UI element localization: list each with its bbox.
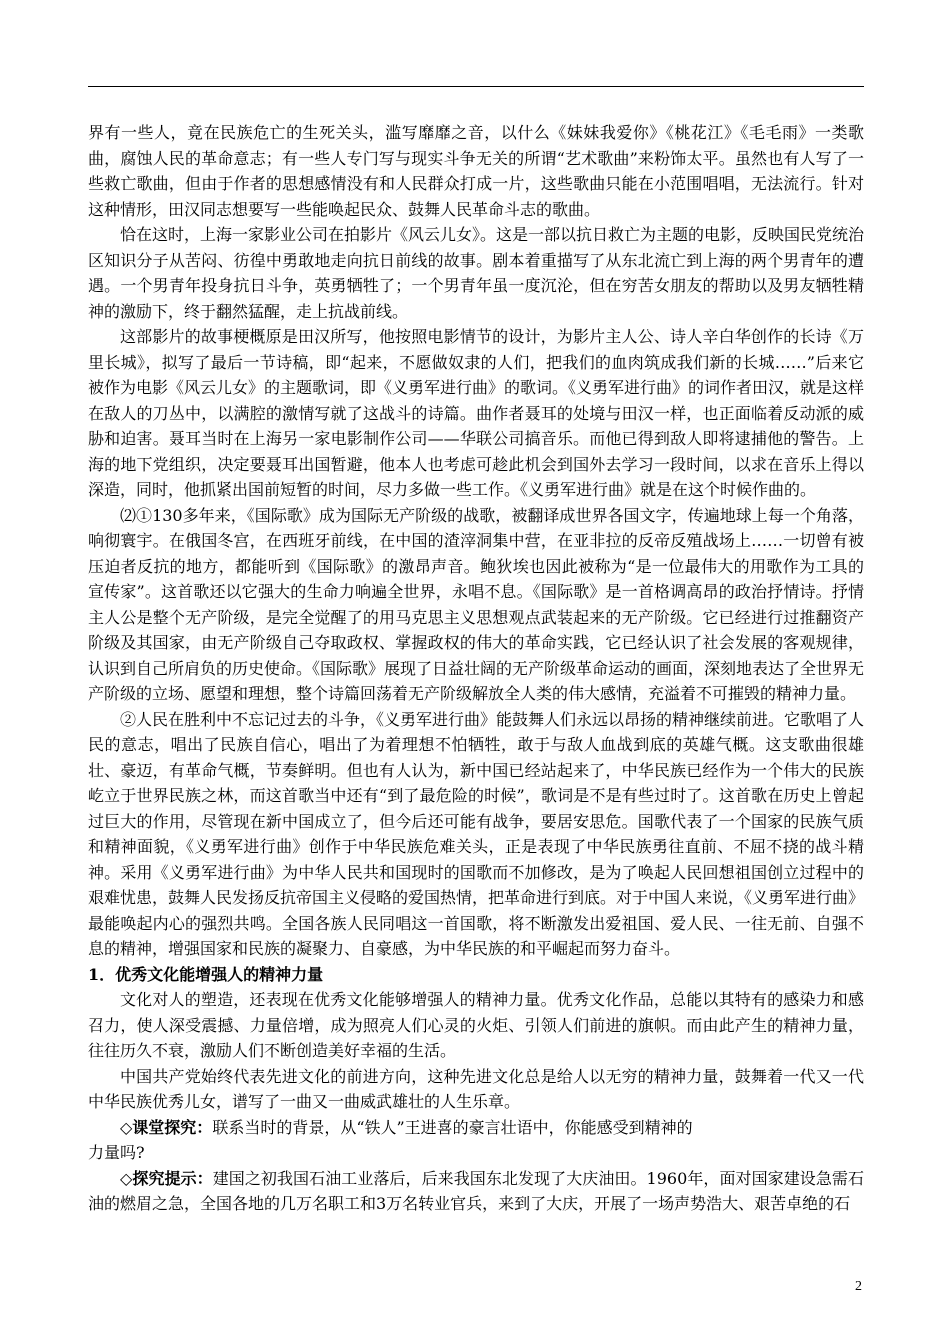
paragraph-film: 恰在这时，上海一家影业公司在拍影片《风云儿女》。这是一部以抗日救亡为主题的电影，反映国民党统治区知识分子从苦闷、彷徨中勇敢地走向抗日前线的故事。剧本着重描写了从东北流亡到上海的两个男青年的遭遇。一个男青年投身抗日斗争，英勇牺牲了；一个男青年虽一度沉沦，但在穷苦女朋友的帮助以及男友牺牲精神的激励下，终于翻然猛醒，走上抗战前线。 — [88, 225, 865, 321]
paragraph-party: 中国共产党始终代表先进文化的前进方向，这种先进文化总是给人以无穷的精神力量，鼓舞着一代又一代中华民族优秀儿女，谱写了一曲又一曲威武雄壮的人生乐章。 — [88, 1066, 864, 1111]
inquiry-hint — [88, 1166, 864, 1217]
inquiry-label: ◇课堂探究： — [120, 1117, 213, 1137]
header-rule — [88, 86, 864, 87]
document-body — [88, 120, 864, 1217]
paragraph-culture-power: 文化对人的塑造，还表现在优秀文化能够增强人的精神力量。优秀文化作品，总能以其特有的感染力和感召力，使人深受震撼、力量倍增，成为照亮人们心灵的火炬、引领人们前进的旗帜。而由此产生的精神力量，往往历久不衰，激励人们不断创造美好幸福的生活。 — [88, 990, 864, 1060]
hint-text: 建国之初我国石油工业落后，后来我国东北发现了大庆油田。1960年，面对国家建设急需石油的燃眉之急，全国各地的几万名职工和3万名转业官兵，来到了大庆，开展了一场声势浩大、艰苦卓绝的石 — [88, 1168, 864, 1213]
hint-label: ◇探究提示： — [120, 1168, 213, 1188]
inquiry-text-line1: 联系当时的背景，从“铁人”王进喜的豪言壮语中，你能感受到精神的 — [212, 1117, 693, 1137]
paragraph-anthem: ②人民在胜利中不忘记过去的斗争，《义勇军进行曲》能鼓舞人们永远以昂扬的精神继续前进。它歌唱了人民的意志，唱出了民族自信心，唱出了为着理想不怕牺牲，敢于与敌人血战到底的英雄气概。这支歌曲很雄壮、豪迈，有革命气概，节奏鲜明。但也有人认为，新中国已经站起来了，中华民族已经作为一个伟大的民族屹立于世界民族之林，而这首歌当中还有“到了最危险的时候”，歌词是不是有些过时了。这首歌在历史上曾起过巨大的作用，尽管现在新中国成立了，但今后还可能有战争，要居安思危。国歌代表了一个国家的民族气质和精神面貌，《义勇军进行曲》创作于中华民族危难关头，正是表现了中华民族勇往直前、不屈不挠的战斗精神。采用《义勇军进行曲》为中华人民共和国现时的国歌而不加修改，是为了唤起人民回想祖国创立过程中的艰难忧患，鼓舞人民发扬反抗帝国主义侵略的爱国热情，把革命进行到底。对于中国人来说，《义勇军进行曲》最能唤起内心的强烈共鸣。全国各族人民同唱这一首国歌，将不断激发出爱祖国、爱人民、一往无前、自强不息的精神，增强国家和民族的凝聚力、自豪感，为中华民族的和平崛起而努力奋斗。 — [88, 709, 865, 958]
paragraph-internationale: ⑵①130多年来，《国际歌》成为国际无产阶级的战歌，被翻译成世界各国文字，传遍地球上每一个角落，响彻寰宇。在俄国冬宫，在西班牙前线，在中国的渣滓洞集中营，在亚非拉的反帝反殖战场上……一切曾有被压迫者反抗的地方，都能听到《国际歌》的激昂声音。鲍狄埃也因此被称为“是一位最伟大的用歌作为工具的宣传家”。这首歌还以它强大的生命力响遍全世界，永唱不息。《国际歌》是一首格调高昂的政治抒情诗。抒情主人公是整个无产阶级，是完全觉醒了的用马克思主义思想观点武装起来的无产阶级。它已经进行过推翻资产阶级及其国家，由无产阶级自己夺取政权、掌握政权的伟大的革命实践，它已经认识了社会发展的客观规律，认识到自己所肩负的历史使命。《国际歌》展现了日益壮阔的无产阶级革命运动的画面，深刻地表达了全世界无产阶级的立场、愿望和理想，整个诗篇回荡着无产阶级解放全人类的伟大感情，充溢着不可摧毁的精神力量。 — [88, 505, 865, 703]
page-number: 2 — [855, 1279, 862, 1294]
section-heading: 1．优秀文化能增强人的精神力量 — [88, 964, 324, 984]
paragraph-lyrics: 这部影片的故事梗概原是田汉所写，他按照电影情节的设计，为影片主人公、诗人辛白华创作的长诗《万里长城》，拟写了最后一节诗稿，即“起来，不愿做奴隶的人们，把我们的血肉筑成我们新的长城……”后来它被作为电影《风云儿女》的主题歌词，即《义勇军进行曲》的歌词。《义勇军进行曲》的词作者田汉，就是这样在敌人的刀丛中，以满腔的激情写就了这战斗的诗篇。曲作者聂耳的处境与田汉一样，也正面临着反动派的威胁和迫害。聂耳当时在上海另一家电影制作公司——华联公司搞音乐。而他已得到敌人即将逮捕他的警告。上海的地下党组织，决定要聂耳出国暂避，他本人也考虑可趁此机会到国外去学习一段时间，以求在音乐上得以深造，同时，他抓紧出国前短暂的时间，尽力多做一些工作。《义勇军进行曲》就是在这个时候作曲的。 — [88, 327, 865, 499]
classroom-inquiry-continued: 力量吗? — [88, 1143, 145, 1162]
paragraph-continuation: 界有一些人，竟在民族危亡的生死关头，滥写靡靡之音，以什么《妹妹我爱你》《桃花江》《毛毛雨》一类歌曲，腐蚀人民的革命意志；有一些人专门写与现实斗争无关的所谓“艺术歌曲”来粉饰太平。虽然也有人写了一些救亡歌曲，但由于作者的思想感情没有和人民群众打成一片，这些歌曲只能在小范围唱唱，无法流行。针对这种情形，田汉同志想要写一些能唤起民众、鼓舞人民革命斗志的歌曲。 — [88, 123, 864, 219]
classroom-inquiry — [88, 1115, 864, 1141]
